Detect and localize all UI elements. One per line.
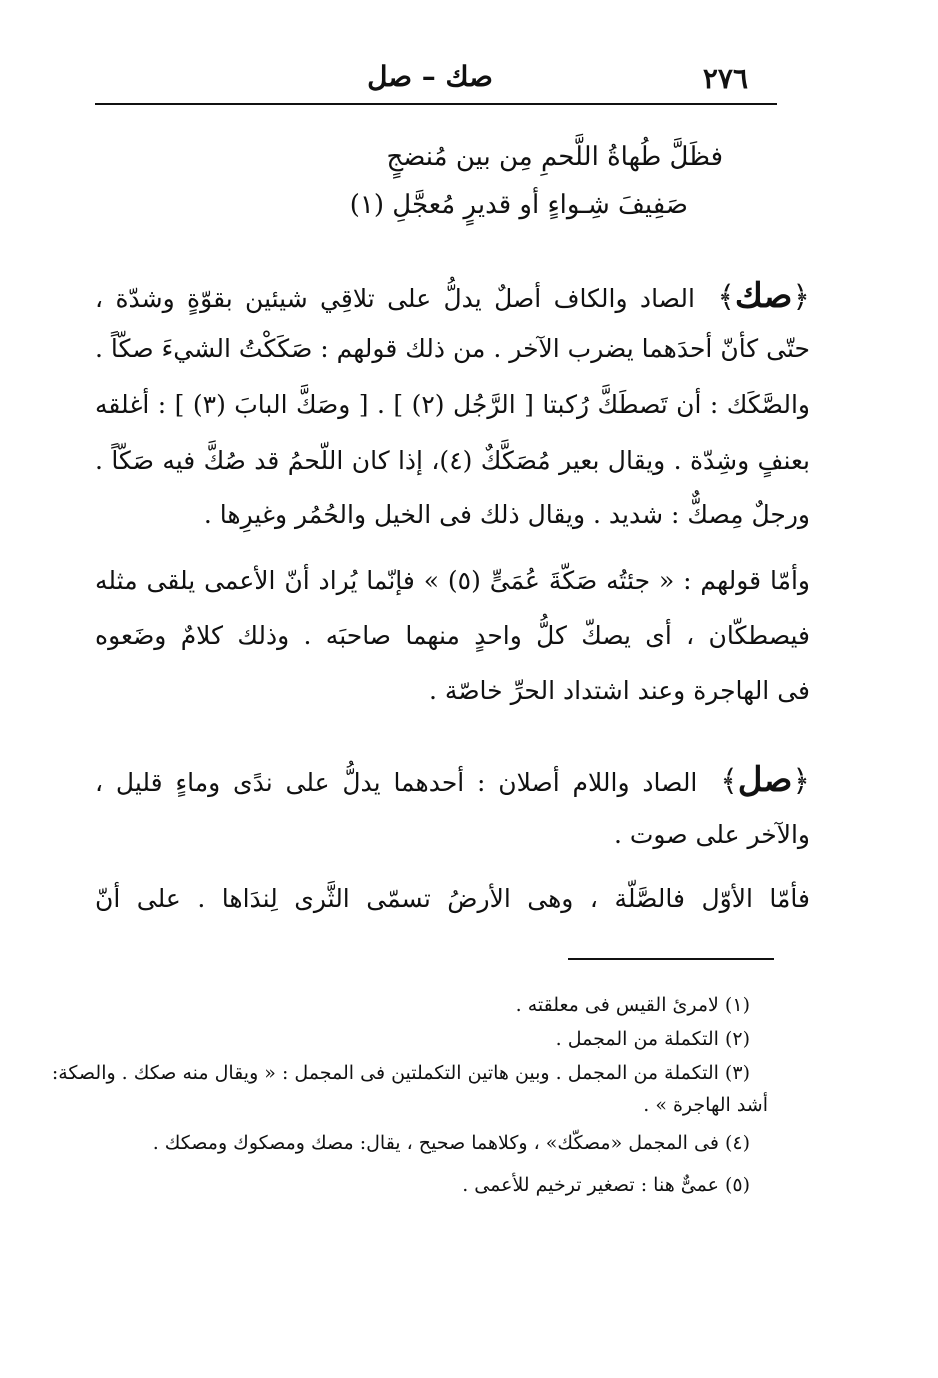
footnote-4: (٤) فى المجمل «مصكّك» ، وكلاهما صحيح ، يقال: مصك ومصكوك ومصكك .	[152, 1132, 750, 1154]
verse-line-1: فظَلَّ طُهاةُ اللَّحمِ مِن بين مُنضجٍ	[386, 142, 723, 172]
verse-line-2: صَفِيفَ شِـواءٍ أو قديرٍ مُعجَّلِ (١)	[349, 190, 688, 220]
entry-sal-heading-word: صل	[737, 760, 793, 800]
entry-sak-line-4: بعنفٍ وشِدّة . ويقال بعير مُصَكَّكٌ (٤)، إذا كان اللّحمُ قد صُكَّ فيه صَكّاً .	[95, 446, 811, 475]
entry-sak-line-7: فيصطكّان ، أى يصكّ كلُّ واحدٍ منهما صاحبَه . وذلك كلامٌ وضَعوه	[95, 621, 810, 650]
footnote-rule	[568, 958, 774, 960]
entry-sak-line-2: حتّى كأنّ أحدَهما يضرب الآخر . من ذلك قولهم : صَكَكْتُ الشيءَ صكّاً .	[95, 334, 810, 363]
entry-sak-line-8: فى الهاجرة وعند اشتداد الحرِّ خاصّة .	[429, 676, 810, 705]
footnote-5: (٥) عمىٌّ هنا : تصغير ترخيم للأعمى .	[462, 1174, 750, 1196]
entry-sak-heading-word: صك	[734, 276, 793, 316]
footnote-3: (٣) التكملة من المجمل . وبين هاتين التكملتين فى المجمل : « ويقال منه صكك . والصكة:	[51, 1062, 750, 1084]
entry-sal-text-1: الصاد واللام أصلان : أحدهما يدلُّ على ندًى وماءٍ قليل ،	[95, 768, 698, 797]
entry-sal-line-2: والآخر على صوت .	[613, 820, 810, 849]
entry-sal-line-3: فأمّا الأوّل فالصَّلّة ، وهى الأرضُ تسمّى الثَّرى لِندَاها . على أنّ	[95, 884, 810, 913]
ornament-bracket-icon: ﴿	[792, 764, 810, 799]
entry-sak-line-1	[95, 276, 810, 316]
entry-sak-text-1: الصاد والكاف أصلٌ يدلُّ على تلاقِي شيئين بقوّةٍ وشدّة ،	[95, 284, 695, 313]
ornament-bracket-icon: ﴿	[792, 280, 810, 315]
footnote-3-continued: أشد الهاجرة » .	[643, 1094, 768, 1116]
entry-sal-line-1	[95, 760, 810, 800]
entry-sak-heading	[717, 276, 810, 316]
page-number: ٢٧٦	[702, 62, 748, 95]
entry-sak-line-3: والصَّكَك : أن تَصطَكَّ رُكبتا [ الرَّجُل (٢) ] . [ وصَكَّ البابَ (٣) ] : أغلقه	[95, 390, 810, 419]
footnote-2: (٢) التكملة من المجمل .	[555, 1028, 750, 1050]
entry-sal-heading	[720, 760, 810, 800]
footnote-1: (١) لامرئ القيس فى معلقته .	[515, 994, 750, 1016]
entry-sak-line-6: وأمّا قولهم : « جئتُه صَكّةَ عُمَىٍّ (٥) » فإنّما يُراد أنّ الأعمى يلقى مثله	[95, 566, 810, 595]
header-rule	[95, 103, 777, 105]
ornament-bracket-icon: ﴾	[720, 764, 738, 799]
ornament-bracket-icon: ﴾	[717, 280, 735, 315]
entry-sak-line-5: ورجلٌ مِصكٌّ : شديد . ويقال ذلك فى الخيل والحُمُر وغيرِها .	[203, 500, 810, 529]
running-title: صك – صل	[367, 60, 493, 93]
